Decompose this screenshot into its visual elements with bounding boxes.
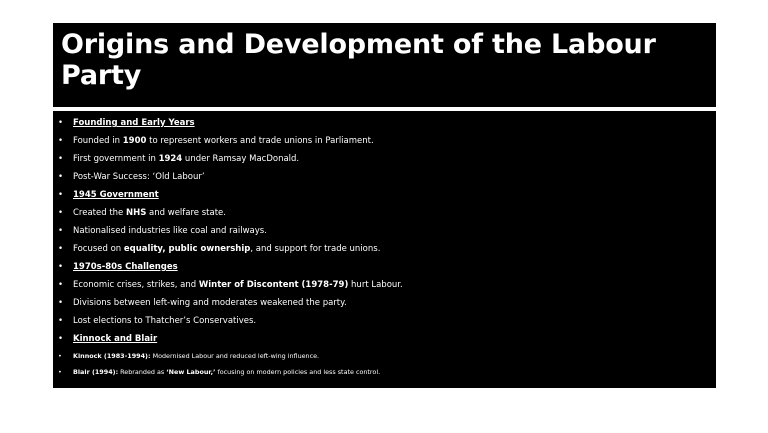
text-run: and welfare state. — [146, 208, 226, 218]
bullet-text: Kinnock and Blair — [73, 334, 158, 344]
bullet-text — [73, 172, 205, 182]
bold-text: Blair (1994): — [73, 368, 119, 376]
bullet-text: Founding and Early Years — [73, 118, 195, 128]
content-box — [53, 111, 716, 388]
bullet-list — [53, 114, 716, 380]
bullet-text — [73, 136, 374, 146]
text-run: Divisions between left-wing and moderates weakened the party. — [73, 298, 347, 308]
text-run: Economic crises, strikes, and — [73, 280, 199, 290]
bullet-glyph: • — [58, 172, 64, 182]
bullet-glyph: • — [58, 334, 64, 344]
bullet-glyph: • — [58, 118, 64, 128]
list-item — [53, 348, 716, 364]
section-heading — [53, 258, 716, 276]
text-run: Rebranded as — [118, 368, 167, 376]
bold-text: equality, public ownership — [123, 244, 251, 254]
title-box — [53, 23, 716, 107]
section-heading — [53, 330, 716, 348]
bold-text: ‘New Labour,’ — [166, 368, 216, 376]
list-item — [53, 312, 716, 330]
bullet-glyph: • — [58, 368, 62, 376]
text-run: under Ramsay MacDonald. — [182, 154, 300, 164]
bullet-text — [73, 208, 226, 218]
section-heading — [53, 186, 716, 204]
list-item — [53, 132, 716, 150]
bullet-glyph: • — [58, 316, 64, 326]
text-run: First government in — [73, 154, 159, 164]
bold-text: 1900 — [122, 136, 147, 146]
bullet-text — [73, 316, 256, 326]
text-run: focusing on modern policies and less state control. — [215, 368, 381, 376]
bullet-text — [73, 154, 299, 164]
bullet-text — [73, 280, 403, 290]
text-run: to represent workers and trade unions in Parliament. — [146, 136, 374, 146]
list-item — [53, 204, 716, 222]
list-item — [53, 150, 716, 168]
bullet-text — [73, 368, 380, 376]
bullet-glyph: • — [58, 154, 64, 164]
bullet-text — [73, 226, 267, 236]
bullet-glyph: • — [58, 244, 64, 254]
bullet-glyph: • — [58, 352, 62, 360]
list-item — [53, 364, 716, 380]
bullet-glyph: • — [58, 190, 64, 200]
text-run: hurt Labour. — [348, 280, 403, 290]
text-run: Lost elections to Thatcher’s Conservatives. — [73, 316, 257, 326]
text-run: Modernised Labour and reduced left-wing influence. — [150, 352, 320, 360]
bold-text: 1924 — [158, 154, 183, 164]
bullet-glyph: • — [58, 136, 64, 146]
bullet-text: 1945 Government — [73, 190, 159, 200]
bullet-glyph: • — [58, 226, 64, 236]
list-item — [53, 294, 716, 312]
bullet-text — [73, 298, 347, 308]
section-heading — [53, 114, 716, 132]
text-run: Nationalised industries like coal and railways. — [73, 226, 267, 236]
bullet-text — [73, 352, 319, 360]
bullet-glyph: • — [58, 280, 64, 290]
text-run: , and support for trade unions. — [250, 244, 381, 254]
text-run: Post-War Success: ‘Old Labour’ — [73, 172, 205, 182]
list-item — [53, 240, 716, 258]
text-run: Focused on — [73, 244, 124, 254]
bold-text: Kinnock (1983-1994): — [73, 352, 151, 360]
bullet-text: 1970s-80s Challenges — [73, 262, 178, 272]
bullet-glyph: • — [58, 262, 64, 272]
bullet-glyph: • — [58, 298, 64, 308]
text-run: Created the — [73, 208, 126, 218]
list-item — [53, 276, 716, 294]
bullet-glyph: • — [58, 208, 64, 218]
slide-title: Origins and Development of the Labour Party — [61, 29, 656, 91]
text-run: Founded in — [73, 136, 123, 146]
bold-text: Winter of Discontent (1978-79) — [198, 280, 349, 290]
list-item — [53, 222, 716, 240]
list-item — [53, 168, 716, 186]
bold-text: NHS — [126, 208, 147, 218]
bullet-text — [73, 244, 380, 254]
